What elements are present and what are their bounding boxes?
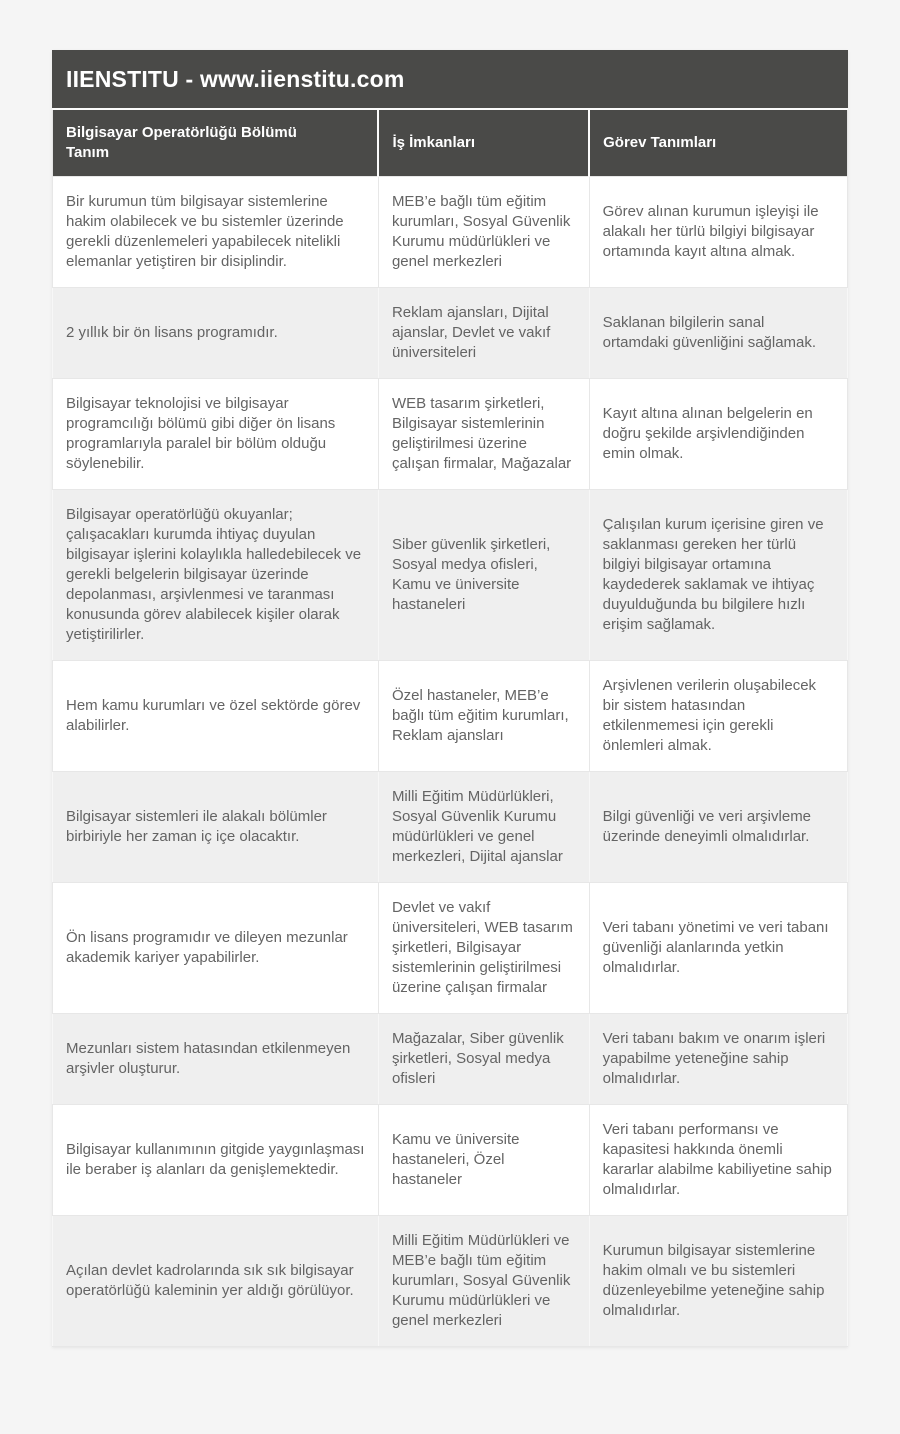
table-header [53,109,848,177]
cell-is-imkanlari: Kamu ve üniversite hastaneleri, Özel hastaneler [378,1105,589,1216]
column-header-gorev-tanimlari-label: Görev Tanımları [603,134,717,151]
cell-gorev-tanimlari: Saklanan bilgilerin sanal ortamdaki güvenliğini sağlamak. [589,288,847,379]
cell-tanim: Bir kurumun tüm bilgisayar sistemlerine hakim olabilecek ve bu sistemler üzerinde gerekli düzenlemeleri yapabilecek nitelikli elemanlar yetiştiren bir disiplindir. [53,177,379,288]
cell-tanim: Bilgisayar teknolojisi ve bilgisayar programcılığı bölümü gibi diğer ön lisans programlarıyla paralel bir bölüm olduğu söylenebilir. [53,379,379,490]
cell-gorev-tanimlari: Veri tabanı yönetimi ve veri tabanı güvenliği alanlarında yetkin olmalıdırlar. [589,883,847,1014]
column-header-tanim-label: Bilgisayar Operatörlüğü Bölümü Tanım [66,124,297,161]
table-row [53,288,848,379]
cell-is-imkanlari: Devlet ve vakıf üniversiteleri, WEB tasarım şirketleri, Bilgisayar sistemlerinin geliştirilmesi üzerine çalışan firmalar [378,883,589,1014]
table-row [53,772,848,883]
table-row [53,177,848,288]
cell-gorev-tanimlari: Arşivlenen verilerin oluşabilecek bir sistem hatasından etkilenmemesi için gerekli önlemleri almak. [589,661,847,772]
cell-gorev-tanimlari: Bilgi güvenliği ve veri arşivleme üzerinde deneyimli olmalıdırlar. [589,772,847,883]
cell-is-imkanlari: Reklam ajansları, Dijital ajanslar, Devlet ve vakıf üniversiteleri [378,288,589,379]
cell-gorev-tanimlari: Kayıt altına alınan belgelerin en doğru şekilde arşivlendiğinden emin olmak. [589,379,847,490]
table-row [53,883,848,1014]
column-header-gorev-tanimlari [589,109,847,177]
comparison-table [52,108,848,1347]
cell-gorev-tanimlari: Görev alınan kurumun işleyişi ile alakalı her türlü bilgiyi bilgisayar ortamında kayıt altına almak. [589,177,847,288]
cell-is-imkanlari: Mağazalar, Siber güvenlik şirketleri, Sosyal medya ofisleri [378,1014,589,1105]
cell-tanim: Bilgisayar sistemleri ile alakalı bölümler birbiriyle her zaman iç içe olacaktır. [53,772,379,883]
table-row [53,1216,848,1347]
table-row [53,661,848,772]
cell-is-imkanlari: Milli Eğitim Müdürlükleri ve MEB’e bağlı tüm eğitim kurumları, Sosyal Güvenlik Kurumu müdürlükleri ve genel merkezleri [378,1216,589,1347]
page-title: IIENSTITU - www.iienstitu.com [52,50,848,108]
cell-gorev-tanimlari: Çalışılan kurum içerisine giren ve saklanması gereken her türlü bilgiyi bilgisayar ortamına kaydederek saklamak ve ihtiyaç duyulduğunda bu bilgilere hızlı erişim sağlamak. [589,490,847,661]
cell-tanim: Açılan devlet kadrolarında sık sık bilgisayar operatörlüğü kaleminin yer aldığı görülüyor. [53,1216,379,1347]
cell-is-imkanlari: Milli Eğitim Müdürlükleri, Sosyal Güvenlik Kurumu müdürlükleri ve genel merkezleri, Dijital ajanslar [378,772,589,883]
cell-gorev-tanimlari: Kurumun bilgisayar sistemlerine hakim olmalı ve bu sistemleri düzenleyebilme yeteneğine sahip olmalıdırlar. [589,1216,847,1347]
cell-tanim: Mezunları sistem hatasından etkilenmeyen arşivler oluşturur. [53,1014,379,1105]
cell-gorev-tanimlari: Veri tabanı performansı ve kapasitesi hakkında önemli kararlar alabilme kabiliyetine sahip olmalıdırlar. [589,1105,847,1216]
column-header-is-imkanlari [378,109,589,177]
table-row [53,379,848,490]
cell-tanim: Hem kamu kurumları ve özel sektörde görev alabilirler. [53,661,379,772]
cell-tanim: Bilgisayar operatörlüğü okuyanlar; çalışacakları kurumda ihtiyaç duyulan bilgisayar işlerini kolaylıkla halledebilecek ve gerekli belgelerin bilgisayar üzerinde depolanması, arşivlenmesi ve taranması konusunda görev alabilecek kişiler olarak yetiştirilirler. [53,490,379,661]
cell-tanim: 2 yıllık bir ön lisans programıdır. [53,288,379,379]
column-header-tanim [53,109,379,177]
cell-tanim: Bilgisayar kullanımının gitgide yaygınlaşması ile beraber iş alanları da genişlemektedir. [53,1105,379,1216]
content-card [52,50,848,1347]
header-row [53,109,848,177]
cell-is-imkanlari: MEB’e bağlı tüm eğitim kurumları, Sosyal Güvenlik Kurumu müdürlükleri ve genel merkezleri [378,177,589,288]
table-row [53,1105,848,1216]
cell-tanim: Ön lisans programıdır ve dileyen mezunlar akademik kariyer yapabilirler. [53,883,379,1014]
cell-gorev-tanimlari: Veri tabanı bakım ve onarım işleri yapabilme yeteneğine sahip olmalıdırlar. [589,1014,847,1105]
table-row [53,490,848,661]
column-header-is-imkanlari-label: İş İmkanları [392,134,475,151]
cell-is-imkanlari: Özel hastaneler, MEB’e bağlı tüm eğitim kurumları, Reklam ajansları [378,661,589,772]
cell-is-imkanlari: WEB tasarım şirketleri, Bilgisayar sistemlerinin geliştirilmesi üzerine çalışan firmalar, Mağazalar [378,379,589,490]
table-row [53,1014,848,1105]
table-body [53,177,848,1347]
cell-is-imkanlari: Siber güvenlik şirketleri, Sosyal medya ofisleri, Kamu ve üniversite hastaneleri [378,490,589,661]
